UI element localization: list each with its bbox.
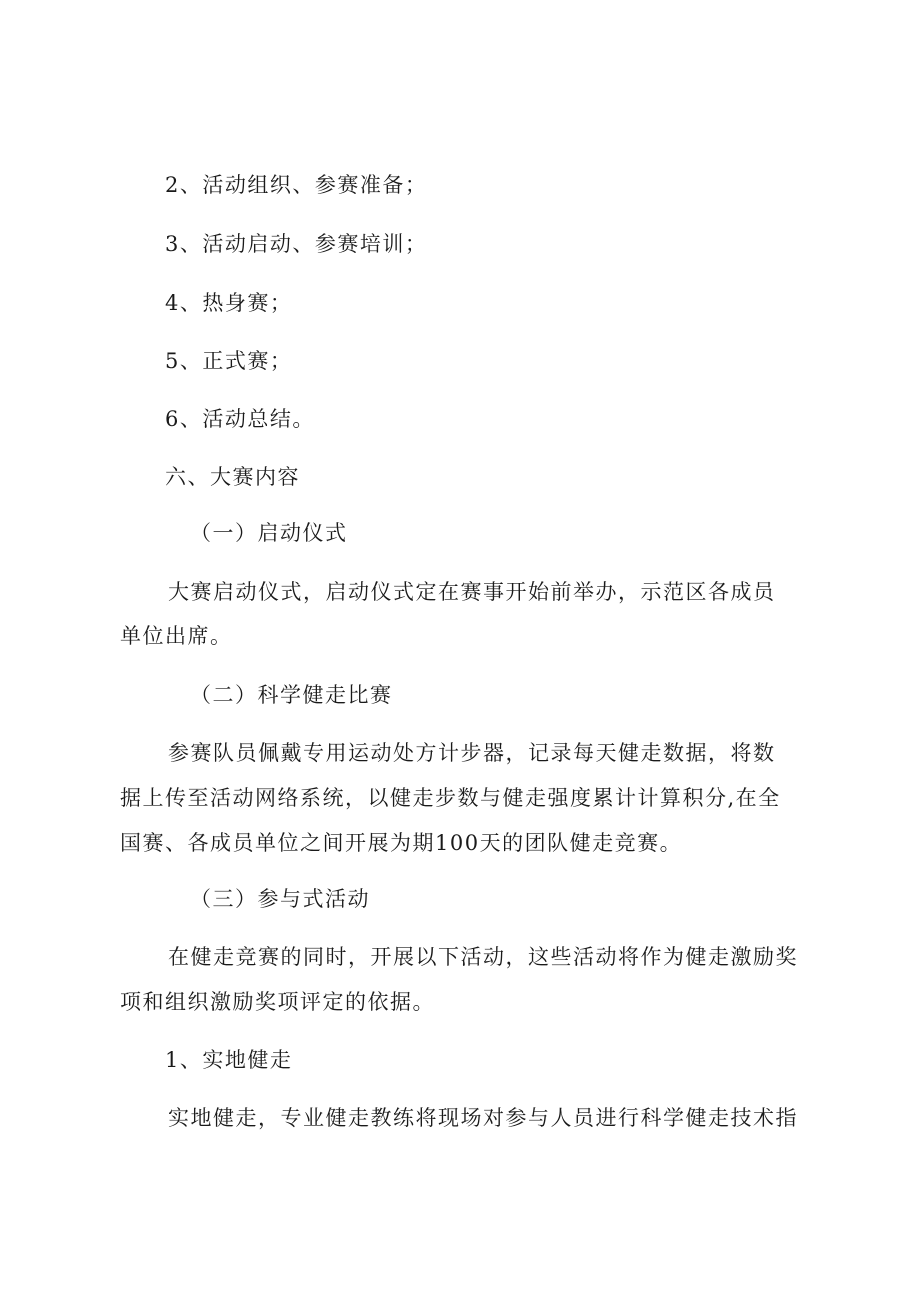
- paragraph-2-line-2: 据上传至活动网络系统，以健走步数与健走强度累计计算积分,在全: [120, 786, 781, 810]
- paragraph-1-line-2: 单位出席。: [120, 624, 233, 648]
- paragraph-3-line-2: 项和组织激励奖项评定的依据。: [120, 990, 435, 1014]
- list-item-6: 6、活动总结。: [165, 407, 315, 431]
- list-item-3: 3、活动启动、参赛培训；: [165, 232, 428, 256]
- list-item-4: 4、热身赛；: [165, 291, 293, 315]
- section-heading-6: 六、大赛内容: [165, 465, 300, 489]
- paragraph-2-line-1: 参赛队员佩戴专用运动处方计步器，记录每天健走数据，将数: [168, 741, 776, 765]
- subsection-heading-2: （二）科学健走比赛: [190, 683, 393, 707]
- subsection-heading-1: （一）启动仪式: [190, 521, 348, 545]
- list-item-5: 5、正式赛；: [165, 349, 293, 373]
- paragraph-2-line-3: 国赛、各成员单位之间开展为期100天的团队健走竞赛。: [120, 831, 683, 855]
- paragraph-4-line-1: 实地健走，专业健走教练将现场对参与人员进行科学健走技术指: [168, 1106, 798, 1130]
- list-item-2: 2、活动组织、参赛准备；: [165, 173, 428, 197]
- paragraph-3-line-1: 在健走竞赛的同时，开展以下活动，这些活动将作为健走激励奖: [168, 945, 798, 969]
- subsection-heading-3: （三）参与式活动: [190, 887, 370, 911]
- paragraph-1-line-1: 大赛启动仪式，启动仪式定在赛事开始前举办，示范区各成员: [168, 580, 776, 604]
- list-item-walk: 1、实地健走: [165, 1048, 293, 1072]
